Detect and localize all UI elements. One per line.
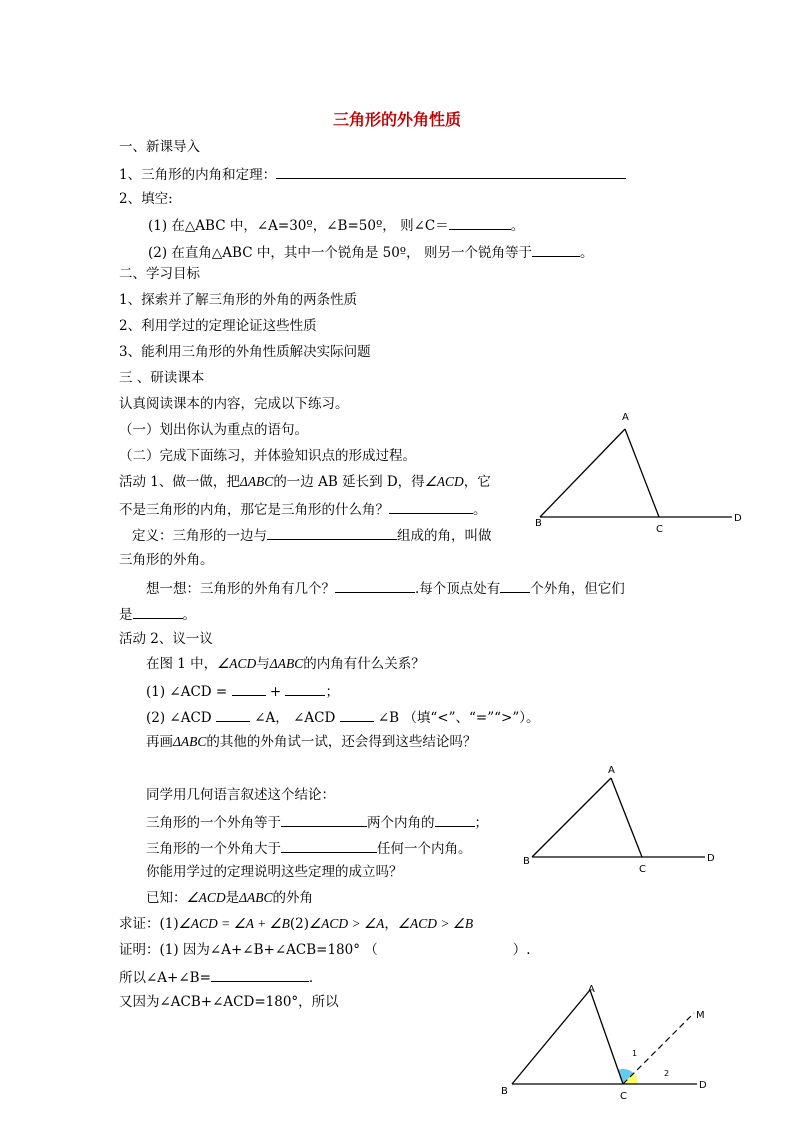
answer-blank[interactable]	[281, 838, 377, 853]
text: ，	[384, 916, 398, 932]
answer-blank[interactable]	[281, 812, 367, 827]
vertex-label-a: A	[608, 765, 615, 776]
text: 两个内角的	[367, 815, 435, 831]
text: 的其他的外角试一试，还会得到这些结论吗？	[206, 734, 477, 750]
ask-line: 你能用学过的定理说明这些定理的成立吗？	[146, 864, 403, 880]
goal-item: 2、利用学过的定理论证这些性质	[119, 318, 317, 334]
text: 想一想：三角形的外角有几个？	[146, 581, 335, 597]
text: 的内角有什么关系？	[303, 656, 425, 672]
point-label-m: M	[696, 1010, 705, 1021]
text: 。	[473, 502, 487, 518]
answer-blank[interactable]	[232, 681, 266, 696]
text: .	[308, 970, 314, 986]
text: 是	[119, 607, 133, 623]
text: ，它	[463, 474, 491, 490]
answer-blank[interactable]	[340, 707, 374, 722]
math-triangle: ΔABC	[269, 656, 304, 671]
text: ）.	[512, 942, 531, 958]
text: +	[265, 684, 286, 700]
math-expression: ∠ACD > ∠B	[397, 916, 474, 931]
question2b-text: (2) 在直角△ABC 中，其中一个锐角是 50º， 则另一个锐角等于	[148, 245, 532, 261]
text: 个外角，但它们	[530, 581, 625, 597]
math-angle: ∠ACD	[217, 656, 257, 671]
text: 所以∠A+∠B=	[119, 970, 211, 986]
definition-line2: 三角形的外角。	[119, 552, 214, 568]
text: 不是三角形的内角，那它是三角形的什么角？	[119, 502, 389, 518]
conclusion-2	[146, 838, 472, 858]
question2a-text: (1) 在△ABC 中，∠A=30º，∠B=50º， 则∠C＝	[148, 218, 449, 234]
text: ；	[325, 684, 339, 700]
text: 已知：	[146, 890, 187, 906]
text: ∠B （填“<”、“=”“>”）。	[373, 710, 540, 726]
activity2-heading: 活动 2、议一议	[119, 631, 213, 647]
page-title: 三角形的外角性质	[332, 110, 461, 129]
prove-line	[119, 915, 473, 933]
text: 是	[225, 890, 240, 906]
activity2-question	[146, 655, 425, 673]
answer-blank[interactable]	[532, 242, 580, 257]
redraw-question	[146, 733, 476, 751]
answer-blank[interactable]	[276, 164, 626, 179]
text: 组成的角，叫做	[397, 528, 492, 544]
text: 求证：(1)	[119, 916, 179, 932]
goal-item: 1、探索并了解三角形的外角的两条性质	[119, 292, 358, 308]
point-label-d: D	[734, 513, 742, 524]
answer-blank[interactable]	[216, 707, 250, 722]
side-ab	[512, 990, 590, 1084]
answer-blank[interactable]	[500, 578, 530, 593]
text: .每个顶点处有	[415, 581, 501, 597]
answer-blank[interactable]	[335, 578, 415, 593]
question1-text: 1、三角形的内角和定理：	[119, 167, 277, 183]
math-angle: ∠ACD	[186, 890, 226, 905]
section2-heading: 二、学习目标	[119, 266, 200, 282]
task-1: （一）划出你认为重点的语句。	[119, 422, 308, 438]
conclusion-1	[146, 812, 488, 832]
question2b	[148, 242, 593, 262]
text: 。	[182, 607, 196, 623]
punctuation: 。	[510, 218, 525, 234]
text: 与	[256, 656, 270, 672]
side-ab	[532, 778, 611, 857]
vertex-label-c: C	[639, 864, 646, 875]
text: (2)	[289, 916, 310, 932]
point-label-d: D	[707, 853, 715, 864]
text: 证明：(1) 因为∠A+∠B+∠ACB=180° （	[119, 942, 378, 958]
activity1-line1	[119, 473, 491, 491]
also-line: 又因为∠ACB+∠ACD=180°，所以	[119, 994, 339, 1010]
text: 的外角	[272, 890, 314, 906]
angle-label-1: 1	[632, 1049, 638, 1058]
question2a	[148, 215, 524, 235]
angle-label-2: 2	[664, 1069, 670, 1078]
text: 的一边 AB 延长到 D，得	[273, 474, 425, 490]
triangle-figure-3	[495, 980, 720, 1105]
relation-2	[146, 707, 540, 727]
text: ∠A， ∠ACD	[249, 710, 340, 726]
text: 三角形的一个外角等于	[146, 815, 281, 831]
text: ；	[474, 815, 488, 831]
math-triangle: ΔABC	[239, 474, 274, 489]
text: 定义：三角形的一边与	[132, 528, 267, 544]
section3-heading: 三 、研读课本	[119, 370, 205, 386]
vertex-label-a: A	[622, 412, 629, 423]
task-2: （二）完成下面练习，并体验知识点的形成过程。	[119, 448, 416, 464]
vertex-label-b: B	[523, 856, 530, 867]
math-expression: ∠ACD = ∠A + ∠B	[178, 916, 290, 931]
side-ab	[540, 429, 625, 517]
side-ac	[611, 778, 642, 857]
vertex-label-c: C	[656, 524, 663, 535]
text: 任何一个内角。	[377, 841, 472, 857]
relation-1	[146, 681, 339, 701]
text: 活动 1、做一做，把	[119, 474, 240, 490]
text: 再画	[146, 734, 173, 750]
math-triangle: ΔABC	[173, 734, 207, 749]
language-prompt: 同学用几何语言叙述这个结论：	[146, 787, 335, 803]
question2: 2、填空:	[119, 191, 173, 207]
side-ac	[625, 429, 659, 517]
question1	[119, 164, 626, 184]
text: 在图 1 中，	[146, 656, 218, 672]
answer-blank[interactable]	[211, 967, 309, 982]
vertex-label-b: B	[501, 1086, 508, 1097]
text: (1) ∠ACD =	[146, 684, 232, 700]
math-expression: ∠ACD > ∠A	[309, 916, 385, 931]
math-angle: ∠ACD	[424, 474, 464, 489]
answer-blank[interactable]	[285, 681, 325, 696]
section1-heading: 一、新课导入	[119, 139, 200, 155]
text: 三角形的一个外角大于	[146, 841, 281, 857]
think-line1	[146, 578, 625, 598]
goal-item: 3、能利用三角形的外角性质解决实际问题	[119, 344, 371, 360]
given-line	[146, 889, 313, 907]
vertex-label-b: B	[535, 518, 542, 529]
activity1-line2	[119, 499, 487, 519]
math-triangle: ΔABC	[239, 890, 273, 905]
triangle-figure-1	[525, 405, 755, 535]
side-ac	[590, 990, 623, 1084]
definition-line1	[132, 525, 492, 545]
so-line	[119, 967, 313, 987]
punctuation: 。	[579, 245, 594, 261]
answer-blank[interactable]	[435, 812, 475, 827]
answer-blank[interactable]	[133, 604, 183, 619]
text: (2) ∠ACD	[146, 710, 216, 726]
answer-blank[interactable]	[449, 215, 511, 230]
section3-intro: 认真阅读课本的内容，完成以下练习。	[119, 396, 349, 412]
think-line2	[119, 604, 196, 624]
answer-blank[interactable]	[389, 499, 473, 514]
answer-blank[interactable]	[267, 525, 397, 540]
triangle-figure-2	[515, 760, 725, 875]
vertex-label-c: C	[620, 1091, 627, 1102]
point-label-d: D	[699, 1080, 707, 1091]
proof-line	[119, 941, 531, 959]
vertex-label-a: A	[588, 984, 595, 995]
